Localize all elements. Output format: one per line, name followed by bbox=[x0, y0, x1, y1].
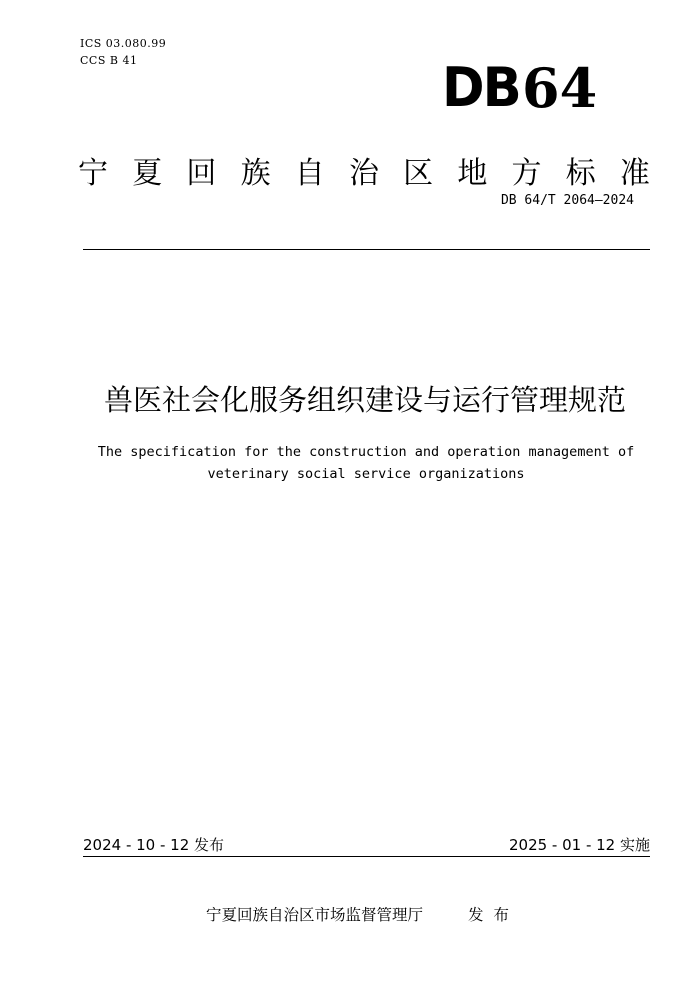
standard-type-char: 方 bbox=[511, 156, 542, 191]
standard-type-char: 治 bbox=[348, 156, 379, 191]
issue-label: 发布 bbox=[468, 906, 520, 924]
header-divider bbox=[83, 249, 650, 250]
document-title-chinese: 兽医社会化服务组织建设与运行管理规范 bbox=[103, 383, 626, 417]
release-date: 2024 - 10 - 12 发布 bbox=[83, 836, 225, 854]
ics-code: ICS 03.080.99 bbox=[80, 37, 167, 50]
db-logo-letters: DB bbox=[442, 56, 520, 119]
standard-type-char: 自 bbox=[294, 156, 325, 191]
standard-type-char: 标 bbox=[565, 156, 596, 191]
english-title-line: veterinary social service organizations bbox=[207, 466, 525, 482]
english-title-line: The specification for the construction and operation management of bbox=[97, 444, 635, 460]
standard-type-char: 夏 bbox=[132, 156, 163, 191]
standard-type-char: 族 bbox=[240, 156, 271, 191]
standard-type-char: 回 bbox=[186, 156, 217, 191]
standard-number: DB 64/T 2064—2024 bbox=[500, 193, 634, 208]
standard-type-heading bbox=[78, 154, 650, 194]
implementation-date: 2025 - 01 - 12 实施 bbox=[508, 836, 650, 854]
ccs-code: CCS B 41 bbox=[80, 54, 138, 67]
standard-type-char: 区 bbox=[403, 156, 434, 191]
standard-type-char: 地 bbox=[457, 156, 488, 191]
footer-divider bbox=[83, 856, 650, 857]
db-logo-number: 64 bbox=[522, 56, 598, 120]
standard-type-char: 准 bbox=[619, 156, 650, 191]
issuing-authority: 宁夏回族自治区市场监督管理厅 bbox=[206, 906, 424, 924]
standard-type-char: 宁 bbox=[78, 156, 108, 191]
document-title-english bbox=[60, 441, 672, 485]
classification-codes bbox=[80, 35, 166, 69]
